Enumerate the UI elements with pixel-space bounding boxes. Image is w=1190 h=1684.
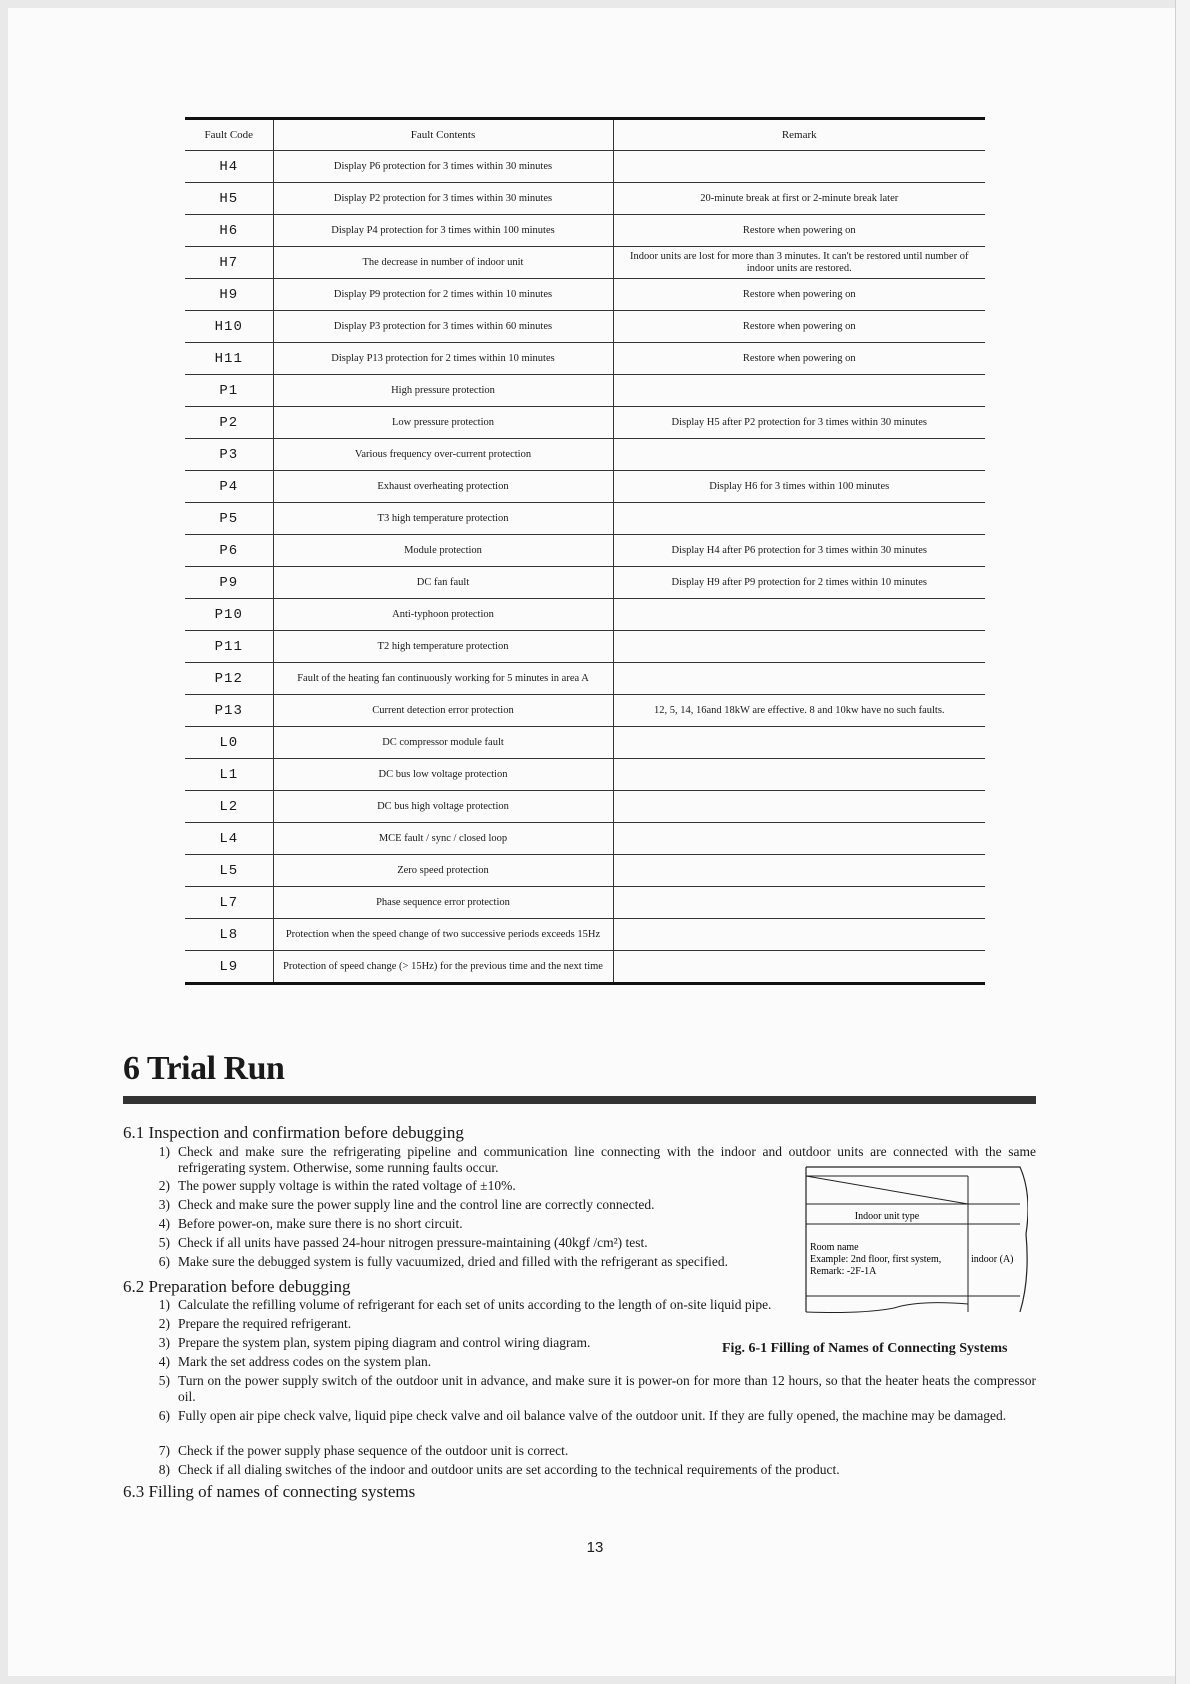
fault-remark-cell — [613, 439, 985, 471]
fault-remark-cell — [613, 951, 985, 984]
fault-code-cell: P5 — [185, 503, 273, 535]
table-row — [185, 791, 985, 823]
fault-content-cell: Current detection error protection — [273, 695, 613, 727]
list-item — [150, 1443, 1036, 1459]
fault-content-cell: Display P2 protection for 3 times within 30 minutes — [273, 183, 613, 215]
fault-code-table — [185, 117, 985, 985]
fault-remark-cell — [613, 375, 985, 407]
fault-code-cell: P12 — [185, 663, 273, 695]
fault-code-cell: P13 — [185, 695, 273, 727]
fault-code-cell: L2 — [185, 791, 273, 823]
fault-remark-cell: Restore when powering on — [613, 279, 985, 311]
fault-content-cell: Anti-typhoon protection — [273, 599, 613, 631]
fault-content-cell: Display P13 protection for 2 times within 10 minutes — [273, 343, 613, 375]
figure-indoor: indoor (A) — [971, 1254, 1014, 1265]
fault-code-cell: P1 — [185, 375, 273, 407]
table-row — [185, 695, 985, 727]
fault-content-cell: Zero speed protection — [273, 855, 613, 887]
list-item-number: 2) — [158, 1178, 170, 1193]
table-row — [185, 663, 985, 695]
fault-remark-cell — [613, 151, 985, 183]
fault-content-cell: Exhaust overheating protection — [273, 471, 613, 503]
table-row — [185, 439, 985, 471]
list-item — [150, 1408, 1036, 1424]
table-row — [185, 471, 985, 503]
page-edge — [1175, 0, 1190, 1684]
header-remark: Remark — [613, 119, 985, 151]
fault-content-cell: Display P3 protection for 3 times within 60 minutes — [273, 311, 613, 343]
fault-code-cell: L0 — [185, 727, 273, 759]
fault-code-cell: L8 — [185, 919, 273, 951]
list-item — [150, 1216, 790, 1232]
table-row — [185, 951, 985, 984]
fault-content-cell: Module protection — [273, 535, 613, 567]
fault-remark-cell: Display H5 after P2 protection for 3 times within 30 minutes — [613, 407, 985, 439]
list-item-number: 3) — [158, 1335, 170, 1350]
fault-remark-cell: Display H6 for 3 times within 100 minutes — [613, 471, 985, 503]
figure-header-text: Indoor unit type — [854, 1211, 920, 1222]
fault-remark-cell — [613, 503, 985, 535]
table-row — [185, 311, 985, 343]
fault-content-cell: MCE fault / sync / closed loop — [273, 823, 613, 855]
section-rule — [123, 1096, 1036, 1104]
list-item-number: 6) — [158, 1254, 170, 1269]
fault-code-cell: P2 — [185, 407, 273, 439]
fault-code-cell: P6 — [185, 535, 273, 567]
table-row — [185, 279, 985, 311]
figure-remark: Remark: -2F-1A — [810, 1266, 877, 1277]
subsection-6-3-title: 6.3 Filling of names of connecting systems — [123, 1482, 416, 1501]
fault-content-cell: High pressure protection — [273, 375, 613, 407]
list-item-text: Check and make sure the power supply line and the control line are correctly connected. — [178, 1197, 655, 1212]
fault-remark-cell: Display H4 after P6 protection for 3 times within 30 minutes — [613, 535, 985, 567]
table-row — [185, 183, 985, 215]
table-row — [185, 503, 985, 535]
fault-content-cell: Phase sequence error protection — [273, 887, 613, 919]
header-fault-code: Fault Code — [185, 119, 273, 151]
list-item-text: Check and make sure the refrigerating pipeline and communication line connecting with the indoor and outdoor units are connected with the same refrigerating system. Otherwise, some running faults occur. — [178, 1144, 1036, 1175]
fault-code-cell: P4 — [185, 471, 273, 503]
list-item-number: 2) — [158, 1316, 170, 1331]
fault-code-cell: L7 — [185, 887, 273, 919]
list-item — [150, 1335, 710, 1351]
fault-code-cell: P10 — [185, 599, 273, 631]
fault-code-cell: H11 — [185, 343, 273, 375]
fault-remark-cell — [613, 823, 985, 855]
table-row — [185, 823, 985, 855]
fault-table-body — [185, 151, 985, 984]
fault-remark-cell: 12, 5, 14, 16and 18kW are effective. 8 and 10kw have no such faults. — [613, 695, 985, 727]
list-item — [150, 1373, 1036, 1405]
fault-code-cell: H5 — [185, 183, 273, 215]
fault-content-cell: DC bus high voltage protection — [273, 791, 613, 823]
table-row — [185, 919, 985, 951]
fault-code-cell: H4 — [185, 151, 273, 183]
list-item — [150, 1316, 810, 1332]
list-item-text: Before power-on, make sure there is no short circuit. — [178, 1216, 463, 1231]
fault-remark-cell — [613, 759, 985, 791]
fault-content-cell: Various frequency over-current protection — [273, 439, 613, 471]
list-item-text: Calculate the refilling volume of refrigerant for each set of units according to the length of on-site liquid pipe. — [178, 1297, 772, 1312]
fault-content-cell: T2 high temperature protection — [273, 631, 613, 663]
list-item-text: Check if the power supply phase sequence of the outdoor unit is correct. — [178, 1443, 569, 1458]
list-item-number: 8) — [158, 1462, 170, 1477]
table-header-row — [185, 119, 985, 151]
list-item-text: Prepare the required refrigerant. — [178, 1316, 352, 1331]
list-item-text: Prepare the system plan, system piping diagram and control wiring diagram. — [178, 1335, 591, 1350]
fault-code-cell: L4 — [185, 823, 273, 855]
fault-remark-cell — [613, 663, 985, 695]
table-row — [185, 407, 985, 439]
list-item-text: The power supply voltage is within the rated voltage of ±10%. — [178, 1178, 516, 1193]
fault-content-cell: T3 high temperature protection — [273, 503, 613, 535]
table-row — [185, 375, 985, 407]
list-item — [150, 1254, 790, 1270]
list-item-text: Mark the set address codes on the system plan. — [178, 1354, 432, 1369]
fault-remark-cell: 20-minute break at first or 2-minute break later — [613, 183, 985, 215]
fault-content-cell: The decrease in number of indoor unit — [273, 247, 613, 279]
list-item-text: Turn on the power supply switch of the outdoor unit in advance, and make sure it is power-on for more than 12 hours, so that the heater heats the compressor oil. — [178, 1373, 1036, 1404]
page-number: 13 — [586, 1539, 604, 1556]
fault-remark-cell: Indoor units are lost for more than 3 minutes. It can't be restored until number of indoor units are restored. — [613, 247, 985, 279]
fault-remark-cell: Display H9 after P9 protection for 2 times within 10 minutes — [613, 567, 985, 599]
figure-6-1 — [804, 1164, 1028, 1314]
fault-content-cell: Display P6 protection for 3 times within 30 minutes — [273, 151, 613, 183]
list-item-text: Make sure the debugged system is fully vacuumized, dried and filled with the refrigerant as specified. — [178, 1254, 728, 1269]
table-row — [185, 887, 985, 919]
fault-remark-cell — [613, 631, 985, 663]
fault-content-cell: Display P9 protection for 2 times within 10 minutes — [273, 279, 613, 311]
list-item-number: 5) — [158, 1235, 170, 1250]
table-row — [185, 247, 985, 279]
figure-room-name: Room name — [810, 1242, 859, 1253]
fault-content-cell: Low pressure protection — [273, 407, 613, 439]
list-item — [150, 1178, 790, 1194]
fault-content-cell: DC compressor module fault — [273, 727, 613, 759]
table-row — [185, 599, 985, 631]
table-row — [185, 631, 985, 663]
list-item-number: 4) — [158, 1354, 170, 1369]
section-title: 6 Trial Run — [123, 1050, 285, 1087]
fault-remark-cell — [613, 791, 985, 823]
table-row — [185, 855, 985, 887]
table-row — [185, 151, 985, 183]
fault-code-cell: H10 — [185, 311, 273, 343]
fault-remark-cell — [613, 887, 985, 919]
fault-code-cell: H7 — [185, 247, 273, 279]
fault-code-cell: L9 — [185, 951, 273, 984]
fault-content-cell: Protection of speed change (> 15Hz) for the previous time and the next time — [273, 951, 613, 984]
fault-remark-cell — [613, 727, 985, 759]
table-row — [185, 343, 985, 375]
list-item — [150, 1462, 1036, 1478]
fault-content-cell: Protection when the speed change of two successive periods exceeds 15Hz — [273, 919, 613, 951]
fault-content-cell: DC bus low voltage protection — [273, 759, 613, 791]
fault-remark-cell — [613, 855, 985, 887]
fault-code-cell: L1 — [185, 759, 273, 791]
fault-code-cell: H9 — [185, 279, 273, 311]
list-item — [150, 1354, 710, 1370]
fault-content-cell: DC fan fault — [273, 567, 613, 599]
list-item-number: 7) — [158, 1443, 170, 1458]
fault-remark-cell: Restore when powering on — [613, 311, 985, 343]
fault-remark-cell: Restore when powering on — [613, 343, 985, 375]
fault-code-cell: P3 — [185, 439, 273, 471]
list-item — [150, 1197, 790, 1213]
fault-content-cell: Fault of the heating fan continuously working for 5 minutes in area A — [273, 663, 613, 695]
list-item-text: Fully open air pipe check valve, liquid pipe check valve and oil balance valve of the outdoor unit. If they are fully opened, the machine may be damaged. — [178, 1408, 1007, 1423]
table-row — [185, 567, 985, 599]
list-item-text: Check if all units have passed 24-hour nitrogen pressure-maintaining (40kgf /cm²) test. — [178, 1235, 648, 1250]
fault-code-cell: H6 — [185, 215, 273, 247]
fault-code-cell: P11 — [185, 631, 273, 663]
fault-remark-cell — [613, 599, 985, 631]
header-fault-contents: Fault Contents — [273, 119, 613, 151]
subsection-6-2-title: 6.2 Preparation before debugging — [123, 1277, 351, 1296]
fault-content-cell: Display P4 protection for 3 times within 100 minutes — [273, 215, 613, 247]
figure-caption: Fig. 6-1 Filling of Names of Connecting Systems — [722, 1341, 1008, 1356]
subsection-6-1-title: 6.1 Inspection and confirmation before debugging — [123, 1123, 464, 1142]
table-row — [185, 535, 985, 567]
list-item-number: 3) — [158, 1197, 170, 1212]
fault-remark-cell — [613, 919, 985, 951]
list-item-number: 5) — [158, 1373, 170, 1388]
fault-code-cell: L5 — [185, 855, 273, 887]
list-item — [150, 1235, 790, 1251]
list-item-number: 6) — [158, 1408, 170, 1423]
list-item-text: Check if all dialing switches of the indoor and outdoor units are set according to the technical requirements of the product. — [178, 1462, 840, 1477]
figure-example: Example: 2nd floor, first system, — [810, 1254, 942, 1265]
fault-code-cell: P9 — [185, 567, 273, 599]
table-row — [185, 759, 985, 791]
list-item-number: 4) — [158, 1216, 170, 1231]
fault-remark-cell: Restore when powering on — [613, 215, 985, 247]
list-item-number: 1) — [158, 1144, 170, 1159]
table-row — [185, 727, 985, 759]
list-item-number: 1) — [158, 1297, 170, 1312]
table-row — [185, 215, 985, 247]
list-item — [150, 1297, 810, 1313]
